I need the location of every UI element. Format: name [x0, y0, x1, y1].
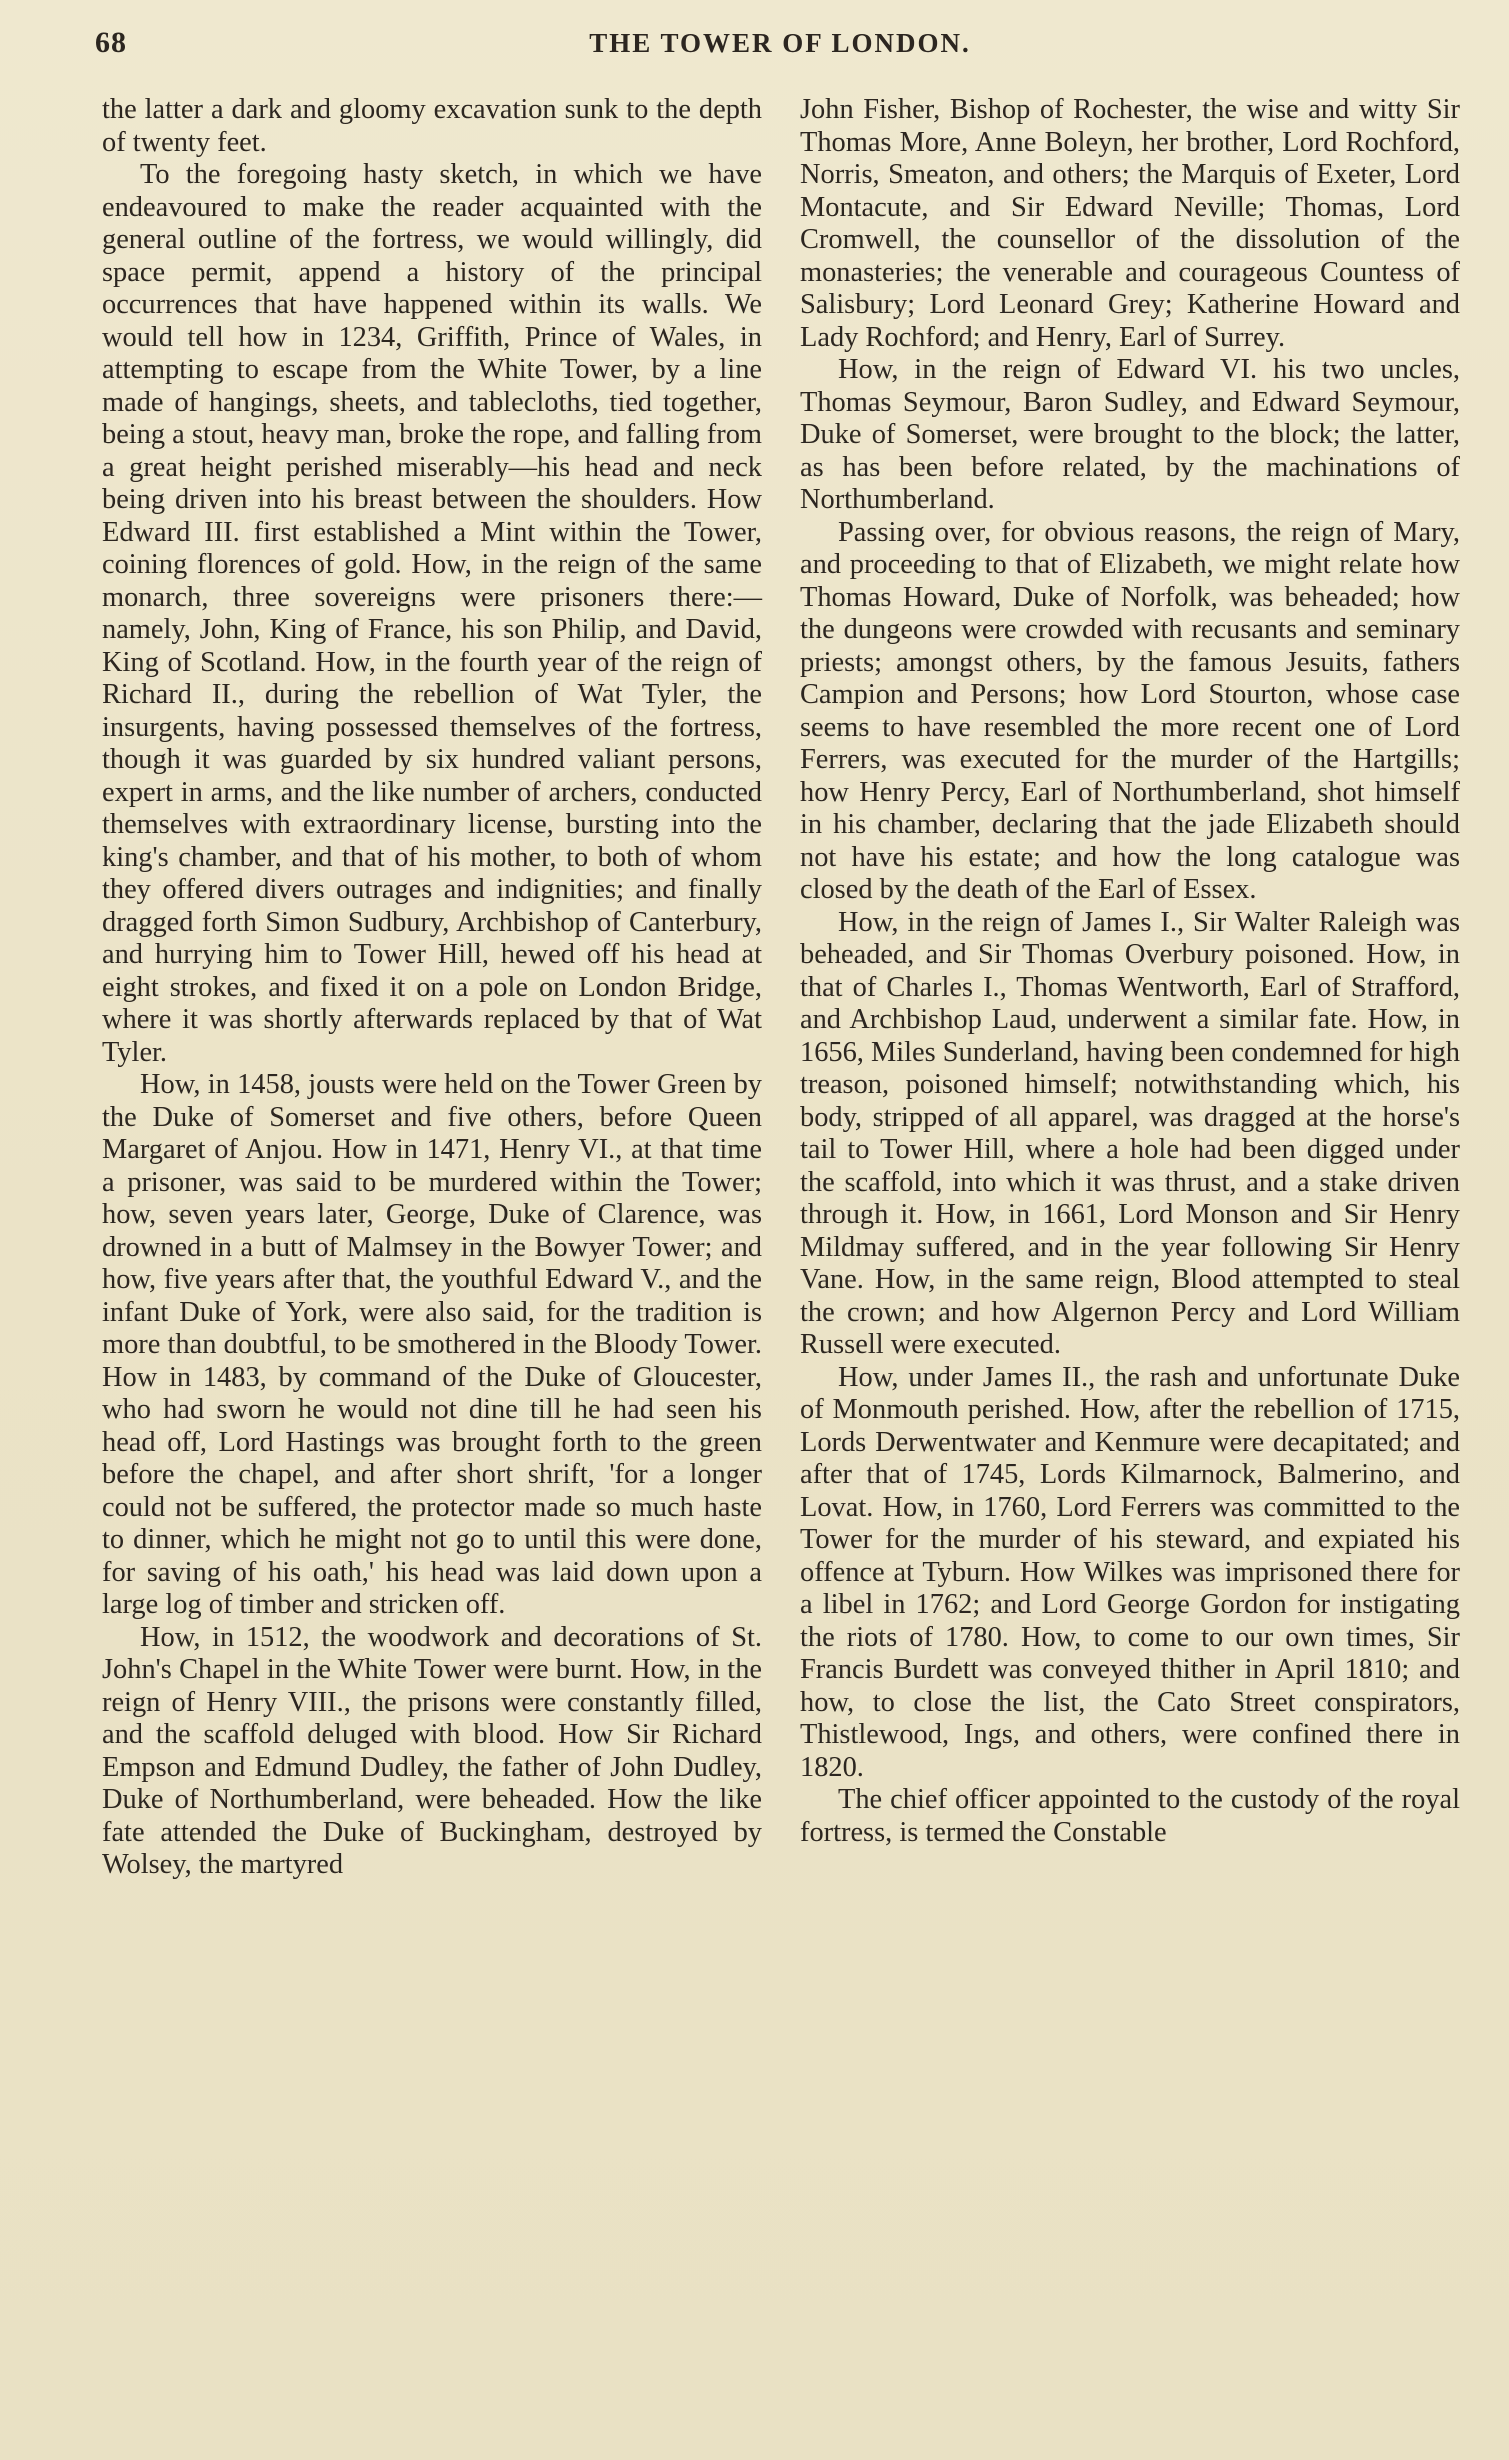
page-number: 68 [95, 26, 127, 59]
left-column [102, 94, 762, 1882]
right-column [800, 94, 1460, 1849]
paragraph: How, in 1458, jousts were held on the Tower Green by the Duke of Somerset and five others, before Queen Margaret of Anjou. How in 1471, Henry VI., at that time a prisoner, was said to be murdered within the Tower; how, seven years later, George, Duke of Clarence, was drowned in a butt of Malmsey in the Bowyer Tower; and how, five years after that, the youthful Edward V., and the infant Duke of York, were also said, for the tradition is more than doubtful, to be smothered in the Bloody Tower. How in 1483, by command of the Duke of Gloucester, who had sworn he would not dine till he had seen his head off, Lord Hastings was brought forth to the green before the chapel, and after short shrift, 'for a longer could not be suffered, the protector made so much haste to dinner, which he might not go to until this were done, for saving of his oath,' his head was laid down upon a large log of timber and stricken off. [102, 1069, 762, 1620]
page-header [95, 20, 1465, 68]
paragraph: How, under James II., the rash and unfortunate Duke of Monmouth perished. How, after the rebellion of 1715, Lords Derwentwater and Kenmure were decapitated; and after that of 1745, Lords Kilmarnock, Balmerino, and Lovat. How, in 1760, Lord Ferrers was committed to the Tower for the murder of his steward, and expiated his offence at Tyburn. How Wilkes was imprisoned there for a libel in 1762; and Lord George Gordon for instigating the riots of 1780. How, to come to our own times, Sir Francis Burdett was conveyed thither in April 1810; and how, to close the list, the Cato Street conspirators, Thistlewood, Ings, and others, were confined there in 1820. [800, 1361, 1460, 1783]
paragraph: How, in the reign of James I., Sir Walter Raleigh was beheaded, and Sir Thomas Overbury poisoned. How, in that of Charles I., Thomas Wentworth, Earl of Strafford, and Archbishop Laud, underwent a similar fate. How, in 1656, Miles Sunderland, having been condemned for high treason, poisoned himself; notwithstanding which, his body, stripped of all apparel, was dragged at the horse's tail to Tower Hill, where a hole had been digged under the scaffold, into which it was thrust, and a stake driven through it. How, in 1661, Lord Monson and Sir Henry Mildmay suffered, and in the year following Sir Henry Vane. How, in the same reign, Blood attempted to steal the crown; and how Algernon Percy and Lord William Russell were executed. [800, 906, 1460, 1360]
paragraph: John Fisher, Bishop of Rochester, the wise and witty Sir Thomas More, Anne Boleyn, her brother, Lord Rochford, Norris, Smeaton, and others; the Marquis of Exeter, Lord Montacute, and Sir Edward Neville; Thomas, Lord Cromwell, the counsellor of the dissolution of the monasteries; the venerable and courageous Countess of Salisbury; Lord Leonard Grey; Katherine Howard and Lady Rochford; and Henry, Earl of Surrey. [800, 94, 1460, 353]
running-title: THE TOWER OF LONDON. [589, 28, 971, 58]
paragraph: The chief officer appointed to the custody of the royal fortress, is termed the Constable [800, 1784, 1460, 1848]
paragraph: How, in the reign of Edward VI. his two uncles, Thomas Seymour, Baron Sudley, and Edward Seymour, Duke of Somerset, were brought to the block; the latter, as has been before related, by the machinations of Northumberland. [800, 354, 1460, 515]
paragraph: To the foregoing hasty sketch, in which we have endeavoured to make the reader acquainted with the general outline of the fortress, we would willingly, did space permit, append a history of the principal occurrences that have happened within its walls. We would tell how in 1234, Griffith, Prince of Wales, in attempting to escape from the White Tower, by a line made of hangings, sheets, and tablecloths, tied together, being a stout, heavy man, broke the rope, and falling from a great height perished miserably—his head and neck being driven into his breast between the shoulders. How Edward III. first established a Mint within the Tower, coining florences of gold. How, in the reign of the same monarch, three sovereigns were prisoners there:—namely, John, King of France, his son Philip, and David, King of Scotland. How, in the fourth year of the reign of Richard II., during the rebellion of Wat Tyler, the insurgents, having possessed themselves of the fortress, though it was guarded by six hundred valiant persons, expert in arms, and the like number of archers, conducted themselves with extraordinary license, bursting into the king's chamber, and that of his mother, to both of whom they offered divers outrages and indignities; and finally dragged forth Simon Sudbury, Archbishop of Canterbury, and hurrying him to Tower Hill, hewed off his head at eight strokes, and fixed it on a pole on London Bridge, where it was shortly afterwards replaced by that of Wat Tyler. [102, 159, 762, 1068]
paragraph: Passing over, for obvious reasons, the reign of Mary, and proceeding to that of Elizabeth, we might relate how Thomas Howard, Duke of Norfolk, was beheaded; how the dungeons were crowded with recusants and seminary priests; amongst others, by the famous Jesuits, fathers Campion and Persons; how Lord Stourton, whose case seems to have resembled the more recent one of Lord Ferrers, was executed for the murder of the Hartgills; how Henry Percy, Earl of Northumberland, shot himself in his chamber, declaring that the jade Elizabeth should not have his estate; and how the long catalogue was closed by the death of the Earl of Essex. [800, 516, 1460, 905]
paragraph: How, in 1512, the woodwork and decorations of St. John's Chapel in the White Tower were burnt. How, in the reign of Henry VIII., the prisons were constantly filled, and the scaffold deluged with blood. How Sir Richard Empson and Edmund Dudley, the father of John Dudley, Duke of Northumberland, were beheaded. How the like fate attended the Duke of Buckingham, destroyed by Wolsey, the martyred [102, 1621, 762, 1880]
paragraph: the latter a dark and gloomy excavation sunk to the depth of twenty feet. [102, 94, 762, 158]
